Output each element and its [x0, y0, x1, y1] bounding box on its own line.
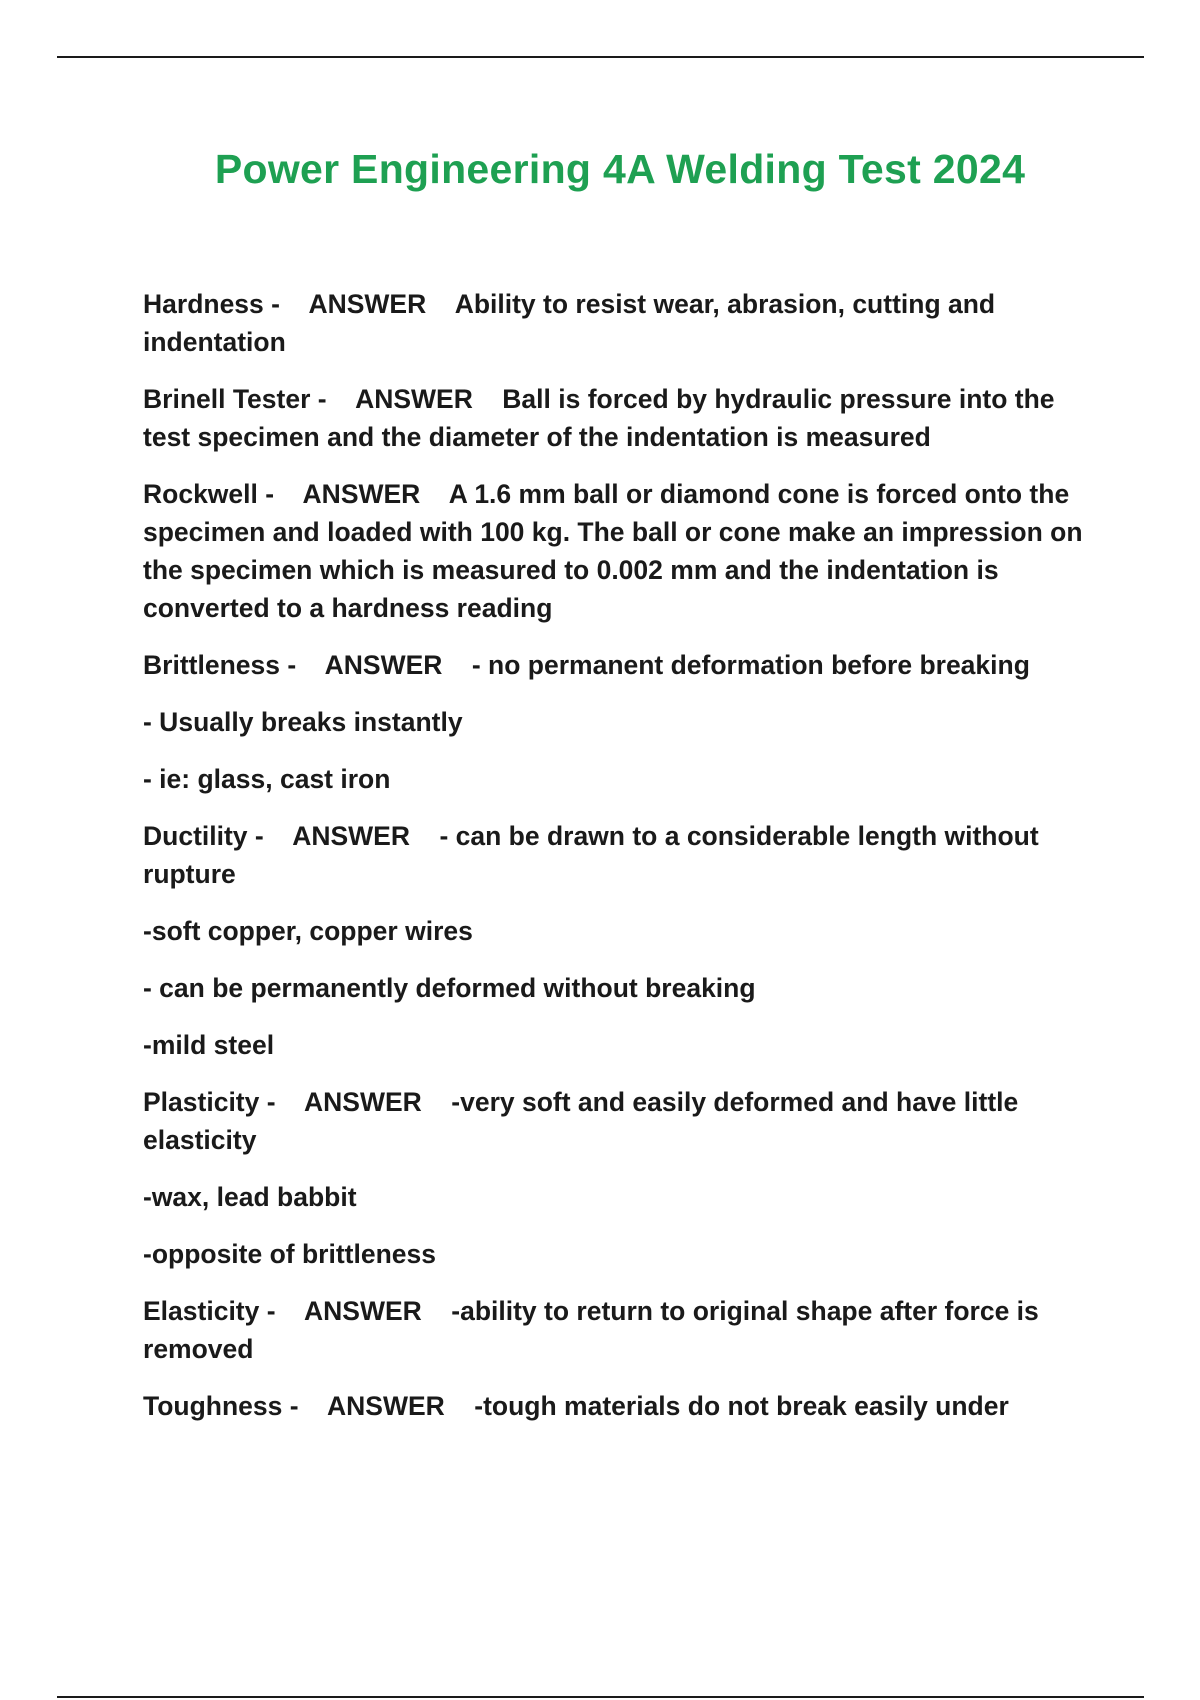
note-line: -soft copper, copper wires — [143, 916, 473, 946]
answer-label: ANSWER — [292, 821, 410, 851]
answer-label: ANSWER — [308, 289, 427, 319]
note-line: -wax, lead babbit — [143, 1182, 357, 1212]
qa-item-rockwell — [143, 475, 1093, 627]
definition: -ability to return to original shape after force is removed — [143, 1296, 1047, 1364]
term: Brinell Tester - — [143, 384, 327, 414]
answer-label: ANSWER — [324, 650, 443, 680]
definition: Ball is forced by hydraulic pressure into the test specimen and the diameter of the indentation is measured — [143, 384, 1062, 452]
answer-label: ANSWER — [327, 1391, 445, 1421]
qa-item-toughness — [143, 1387, 1093, 1425]
qa-item-brittleness — [143, 646, 1093, 684]
qa-list — [143, 285, 1093, 1444]
term: Elasticity - — [143, 1296, 276, 1326]
term: Ductility - — [143, 821, 264, 851]
answer-label: ANSWER — [304, 1296, 422, 1326]
bottom-rule — [57, 1696, 1144, 1698]
term: Plasticity - — [143, 1087, 276, 1117]
term: Brittleness - — [143, 650, 297, 680]
answer-label: ANSWER — [302, 479, 421, 509]
note-line: -opposite of brittleness — [143, 1239, 436, 1269]
definition: A 1.6 mm ball or diamond cone is forced onto the specimen and loaded with 100 kg. The ball or cone make an impression on the specimen which is measured to 0.002 mm and the indentation is converted to a hardness reading — [143, 479, 1090, 623]
qa-item-brinell-tester — [143, 380, 1093, 456]
note-line: - ie: glass, cast iron — [143, 764, 391, 794]
definition: - no permanent deformation before breaking — [471, 650, 1030, 680]
qa-item-ductility — [143, 817, 1093, 893]
qa-item-hardness — [143, 285, 1093, 361]
note-line: - can be permanently deformed without breaking — [143, 973, 756, 1003]
definition: -very soft and easily deformed and have little elasticity — [143, 1087, 1026, 1155]
qa-item-elasticity — [143, 1292, 1093, 1368]
answer-label: ANSWER — [304, 1087, 422, 1117]
definition: -tough materials do not break easily under — [474, 1391, 1009, 1421]
term: Rockwell - — [143, 479, 275, 509]
definition: - can be drawn to a considerable length without rupture — [143, 821, 1047, 889]
term: Hardness - — [143, 289, 280, 319]
note-line: -mild steel — [143, 1030, 275, 1060]
note-line: - Usually breaks instantly — [143, 707, 463, 737]
qa-item-plasticity — [143, 1083, 1093, 1159]
answer-label: ANSWER — [355, 384, 473, 414]
top-rule — [57, 56, 1144, 58]
page-title: Power Engineering 4A Welding Test 2024 — [214, 146, 1026, 192]
definition: Ability to resist wear, abrasion, cutting and indentation — [143, 289, 1003, 357]
term: Toughness - — [143, 1391, 299, 1421]
